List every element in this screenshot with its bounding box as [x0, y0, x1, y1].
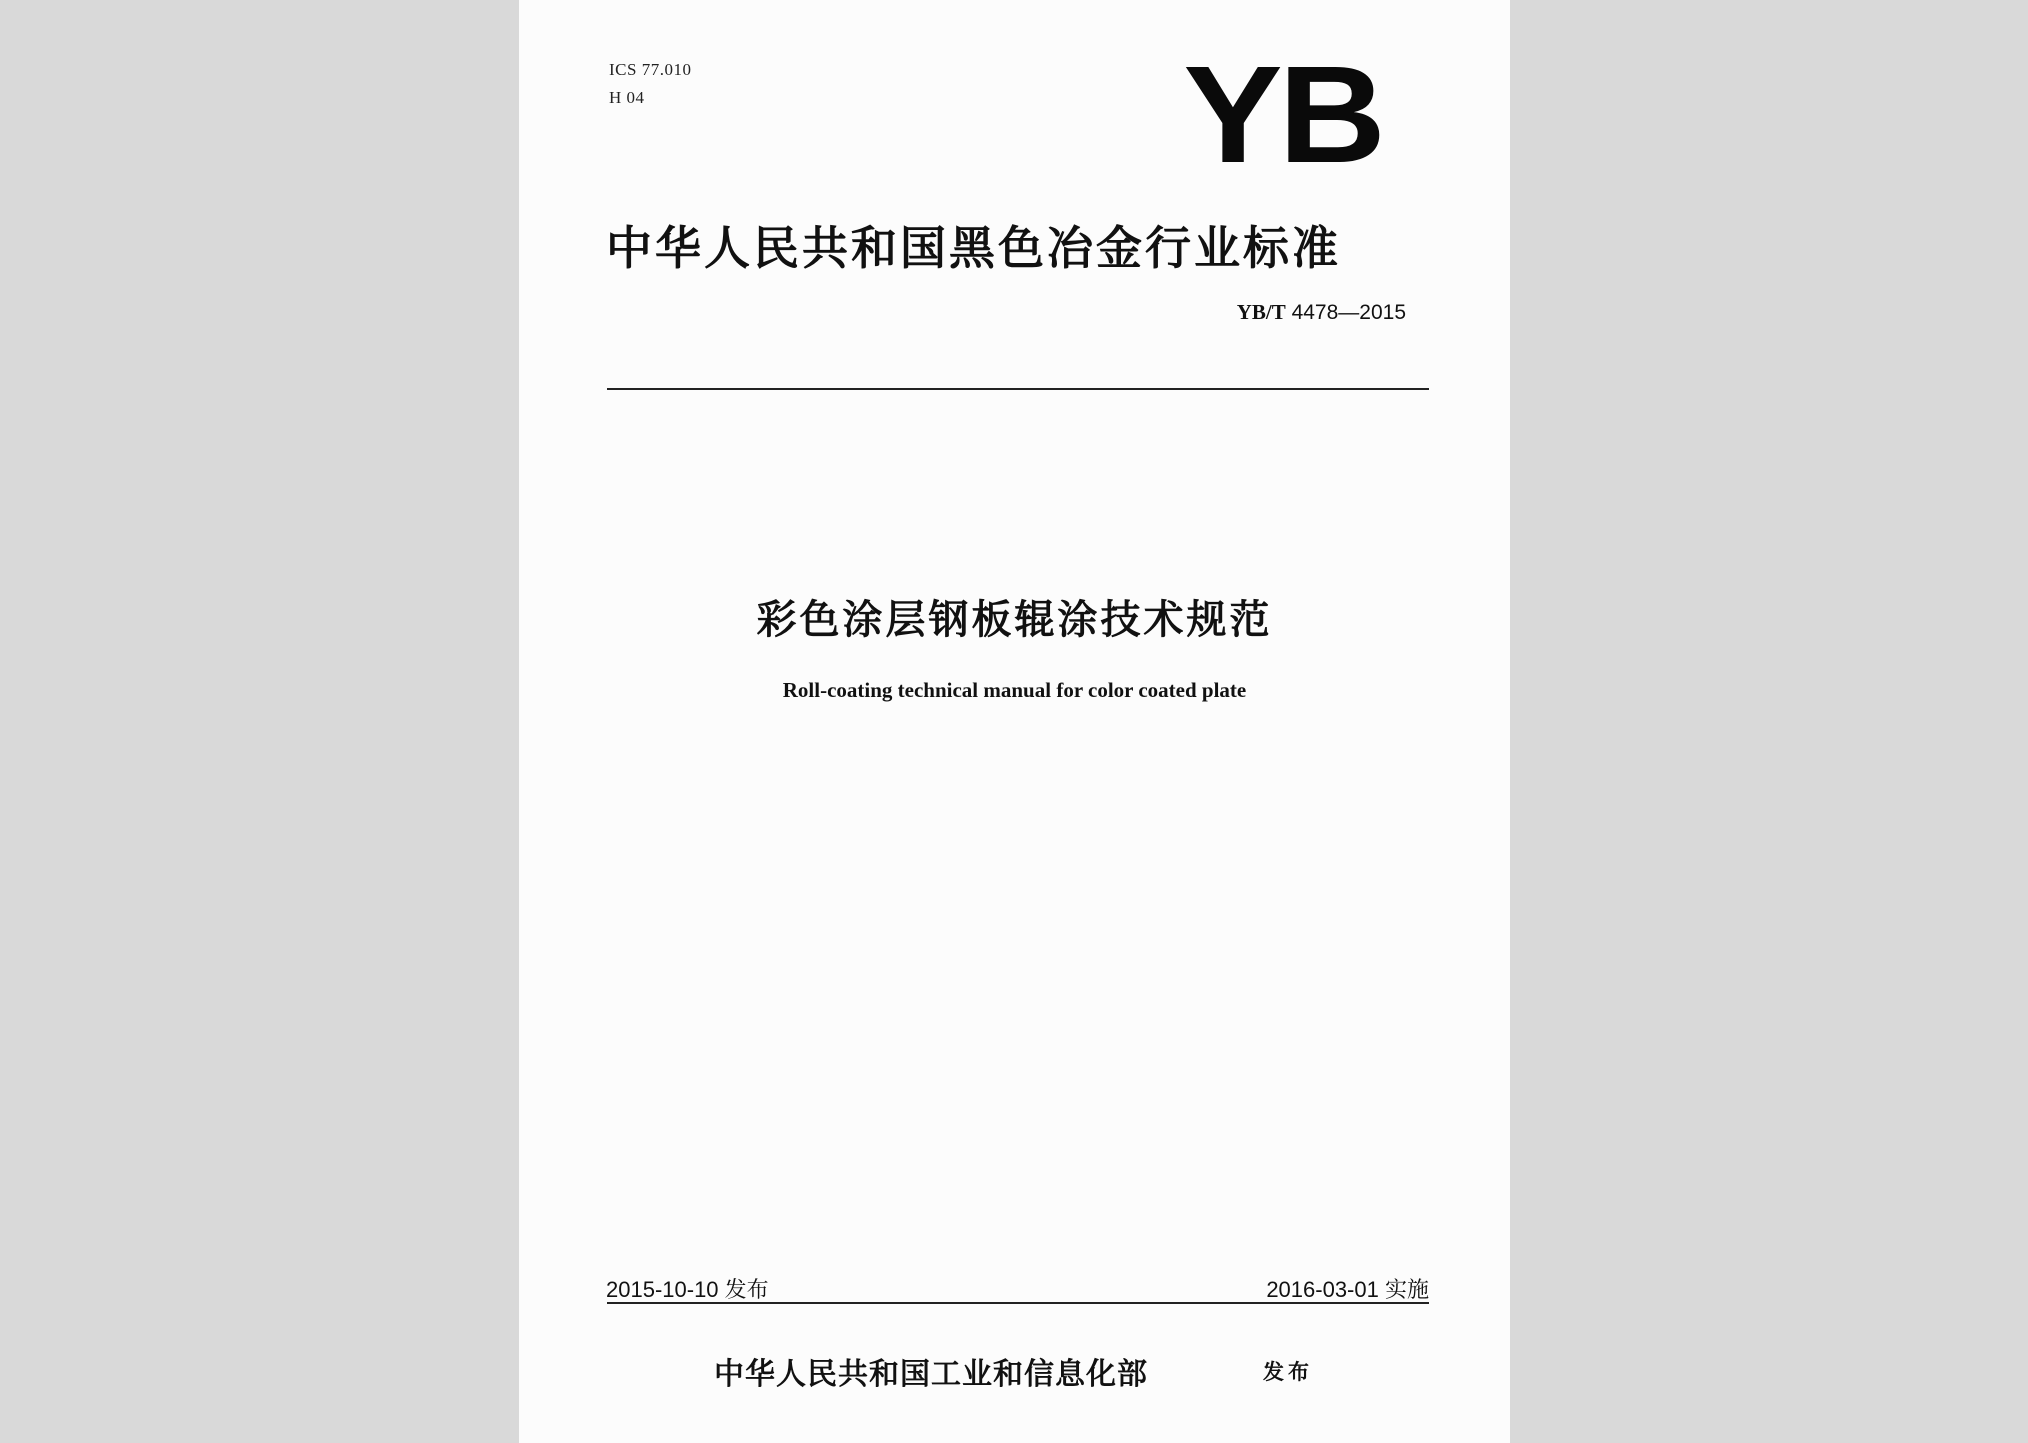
bottom-divider [607, 1302, 1429, 1304]
yb-logo: YB [1183, 38, 1382, 192]
industry-standard-title: 中华人民共和国黑色冶金行业标准 [606, 221, 1341, 275]
standard-code-prefix: YB/T [1236, 300, 1286, 324]
implementation-label: 实施 [1384, 1278, 1429, 1303]
issue-date-line [606, 1273, 769, 1304]
standard-code-number: 4478—2015 [1291, 301, 1406, 324]
ccs-code: H 04 [609, 88, 645, 107]
publisher-name: 中华人民共和国工业和信息化部 [714, 1357, 1148, 1392]
standard-code [1237, 300, 1406, 325]
standard-title-english: Roll-coating technical manual for color coated plate [782, 678, 1247, 702]
issue-date: 2015-10-10 [606, 1277, 719, 1302]
standard-cover-page [519, 0, 1510, 1443]
publish-label: 发布 [1263, 1360, 1313, 1384]
implementation-date: 2016-03-01 [1266, 1277, 1379, 1302]
issue-label: 发布 [724, 1278, 769, 1303]
implementation-date-line [1266, 1273, 1429, 1304]
top-divider [607, 388, 1429, 390]
ics-code: ICS 77.010 [609, 60, 692, 79]
standard-title-chinese: 彩色涂层钢板辊涂技术规范 [756, 597, 1273, 643]
